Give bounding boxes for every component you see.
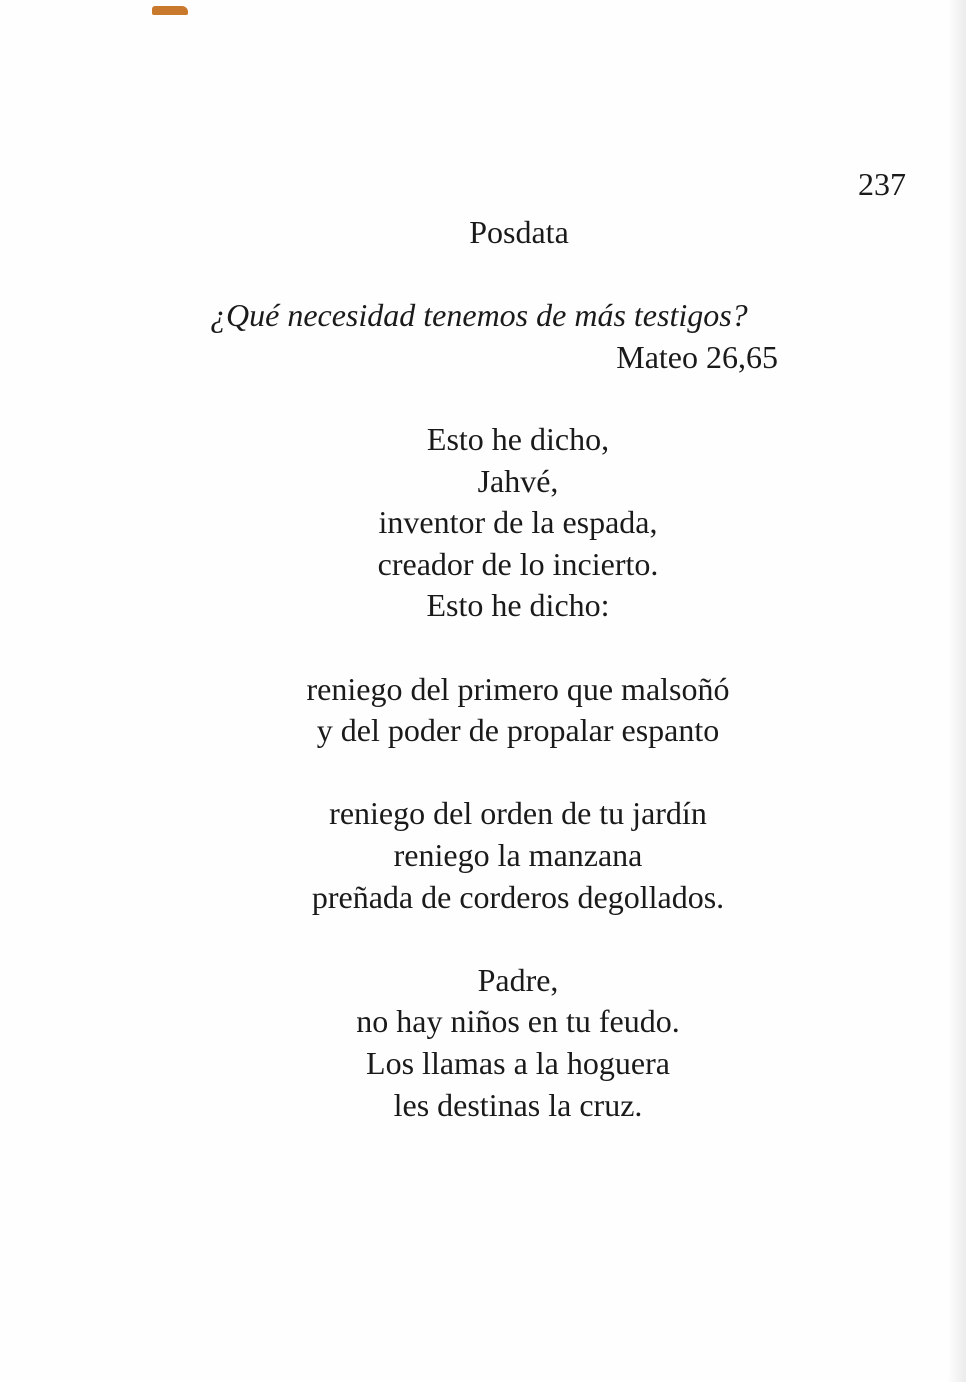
poem-line: y del poder de propalar espanto <box>316 712 720 749</box>
corner-stain-mark <box>152 6 188 15</box>
poem-line: Esto he dicho, <box>426 421 610 457</box>
stanza-3 <box>0 793 966 918</box>
stanza-1 <box>0 419 966 627</box>
epigraph-source: Mateo 26,65 <box>616 339 778 375</box>
stanza-4 <box>0 960 966 1126</box>
stanza-2 <box>0 669 966 752</box>
poem-line: creador de lo incierto. <box>377 545 659 582</box>
poem-line: Padre, <box>477 961 559 998</box>
poem-line: preñada de corderos degollados. <box>311 878 725 915</box>
poem-line: inventor de la espada, <box>378 504 658 541</box>
poem-line: reniego la manzana <box>393 836 643 873</box>
poem-line: no hay niños en tu feudo. <box>356 1003 680 1040</box>
poem-line: reniego del orden de tu jardín <box>329 795 707 832</box>
epigraph-quote: ¿Qué necesidad tenemos de más testigos? <box>210 297 748 333</box>
poem-body <box>0 419 966 1168</box>
poem-line: reniego del primero que malsoñó <box>306 670 730 707</box>
poem-line: Esto he dicho: <box>426 587 610 624</box>
poem-line: Jahvé, <box>477 462 559 499</box>
poem-line: Los llamas a la hoguera <box>366 1044 670 1081</box>
epigraph <box>210 294 790 378</box>
page-number: 237 <box>858 166 906 202</box>
poem-line: les destinas la cruz. <box>393 1086 643 1123</box>
poem-title: Posdata <box>469 214 569 250</box>
